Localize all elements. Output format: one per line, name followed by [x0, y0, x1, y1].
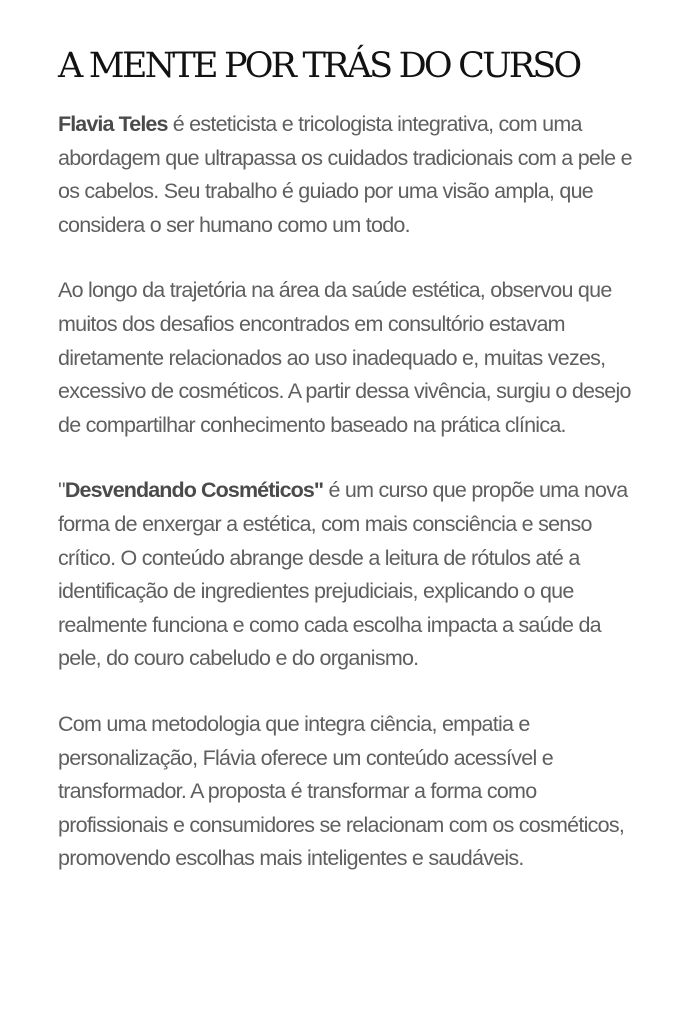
paragraph-course-text: é um curso que propõe uma nova forma de enxergar a estética, com mais consciência e senso crítico. O conteúdo abrange desde a leitura de rótulos até a identificação de ingredientes prejudiciais, explicando o que realmente funciona e como cada escolha impacta a saúde da pele, do couro cabeludo e do organismo. [58, 478, 628, 671]
paragraph-intro-text: é esteticista e tricologista integrativa, com uma abordagem que ultrapassa os cuidados tradicionais com a pele e os cabelos. Seu trabalho é guiado por uma visão ampla, que considera o ser humano como um todo. [58, 112, 632, 237]
paragraph-intro [58, 108, 648, 242]
paragraph-trajectory-text: Ao longo da trajetória na área da saúde estética, observou que muitos dos desafios encontrados em consultório estavam diretamente relacionados ao uso inadequado e, muitas vezes, excessivo de cosméticos. A partir dessa vivência, surgiu o desejo de compartilhar conhecimento baseado na prática clínica. [58, 278, 631, 437]
paragraph-methodology-text: Com uma metodologia que integra ciência, empatia e personalização, Flávia oferece um conteúdo acessível e transformador. A proposta é transformar a forma como profissionais e consumidores se relacionam com os cosméticos, promovendo escolhas mais inteligentes e saudáveis. [58, 711, 625, 871]
paragraph-methodology [58, 708, 648, 876]
paragraph-course [58, 474, 648, 676]
article-body [58, 108, 648, 876]
course-name: Desvendando Cosméticos" [64, 478, 324, 503]
paragraph-trajectory [58, 274, 648, 442]
page-title: A MENTE POR TRÁS DO CURSO [58, 46, 580, 86]
author-name: Flavia Teles [58, 112, 168, 136]
course-open-quote: " [58, 478, 65, 503]
